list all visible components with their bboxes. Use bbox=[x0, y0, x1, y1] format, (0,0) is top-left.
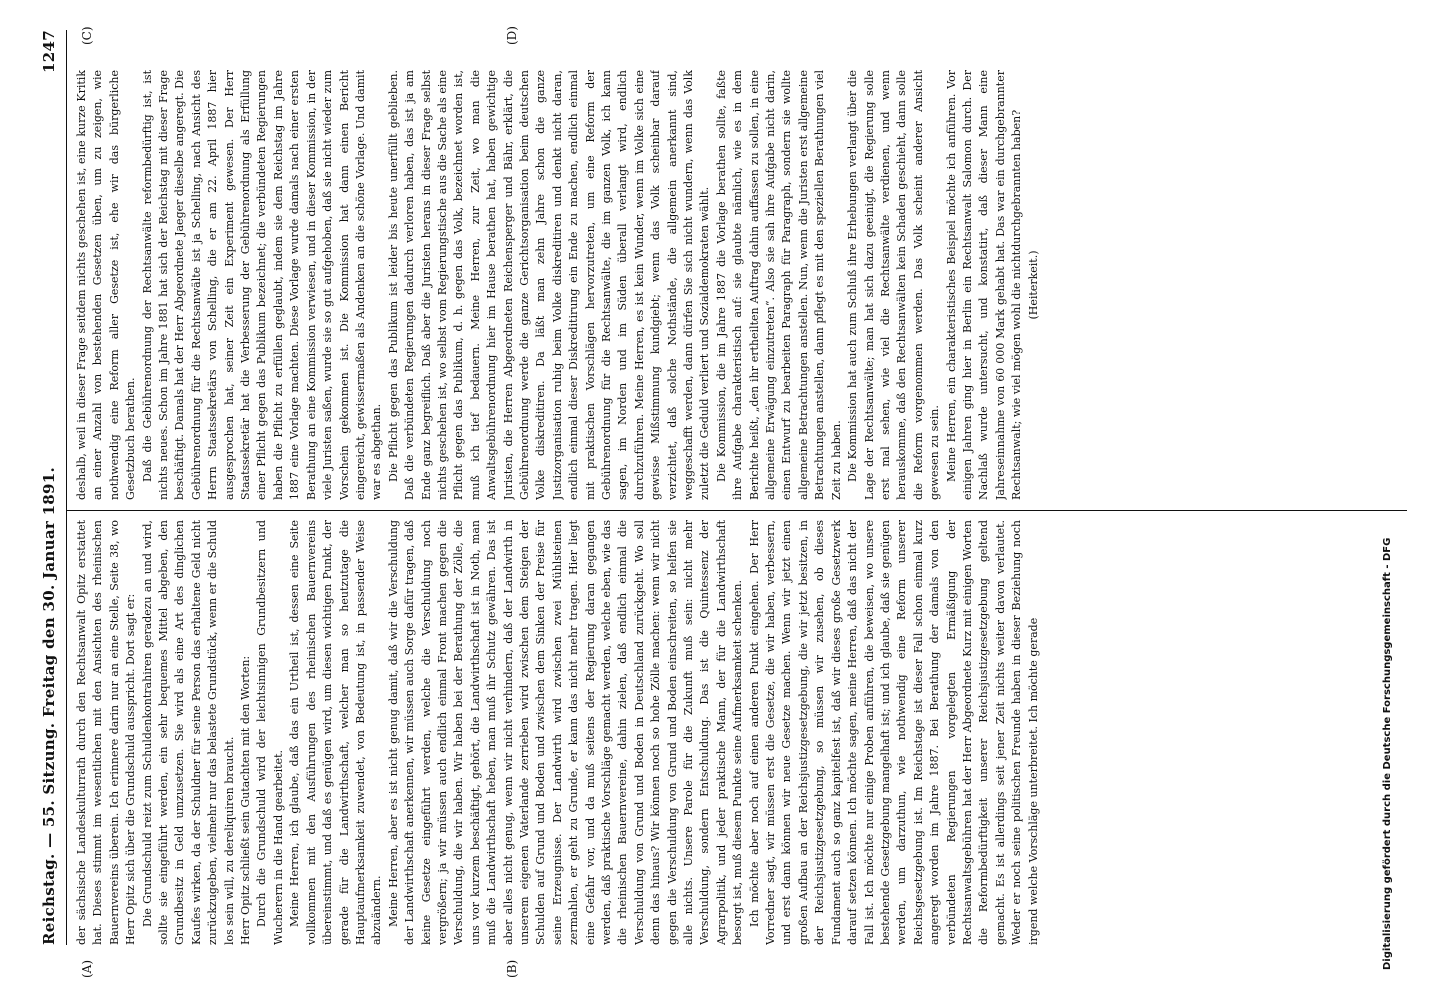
margin-marker-a: (A) bbox=[80, 959, 94, 978]
column-divider bbox=[66, 510, 1407, 511]
paragraph: der sächsische Landeskulturrath durch den Rechtsanwalt Opitz erstattet hat. Dieses stimmt im wesentlichen mit den Ansichten des rheinischen Bauernvereins überein. Ich erinnere darin nur an eine Stelle, Seite 38, wo Herr Opitz sich über die Grundschuld ausspricht. Dort sagt er: bbox=[75, 520, 138, 945]
left-column bbox=[74, 520, 1407, 945]
digitization-note: Digitalisierung gefördert durch die Deutsche Forschungsgemeinschaft - DFG bbox=[1382, 537, 1393, 970]
quote-paragraph: Die Grundschuld reizt zum Schuldenkontrahiren geradezu an und wird, sollte sie eingeführt werden, ein sehr bequemes Mittel abgeben, den Grundbesitz in Geld umzusetzen. Sie wird als eine Art des dinglichen Kaufes wirken, da der Schuldner für seine Person das erhaltene Geld nicht zurückzugeben, vielmehr nur das belastete Grundstück, wenn er die Schuld los sein will, zu dereliquiren braucht. bbox=[140, 520, 236, 945]
header-title: Reichstag. — 55. Sitzung. Freitag den 30. Januar 1891. bbox=[40, 466, 58, 945]
reaction-note: (Heiterkeit.) bbox=[1026, 250, 1040, 320]
paragraph: Ich möchte aber noch auf einen anderen Punkt eingehen. Der Herr Vorredner sagt, wir müssen erst die Gesetze, die wir haben, verbessern, und erst dann können wir neue Gesetze machen. Wenn wir jetzt einen großen Aufbau an der Reichsjustizgesetzgebung, die wir jetzt besitzen, in der Reichsjustizgesetzgebung, so müssen wir zusehen, ob dieses Fundament auch so ganz kapitelfest ist, daß wir dieses große Gesetzwerk darauf setzen können. Ich möchte sagen, meine Herren, daß das nicht der Fall ist. Ich möchte nur einige Proben anführen, die beweisen, wo unsere bestehende Gesetzgebung mangelhaft ist; und ich glaube, daß sie genügen werden, um darzuthun, wie nothwendig eine Reform unserer Reichsgesetzgebung ist. Im Reichstage ist dieser Fall schon einmal kurz angeregt worden im Jahre 1887. Bei Berathung der damals von den verbündeten Regierungen vorgelegten Ermäßigung der Rechtsanwaltsgebühren hat der Herr Abgeordnete Kurz mit einigen Worten die Reformbedürftigkeit unserer Reichsjustizgesetzgebung geltend gemacht. Es ist allerdings seit jener Zeit nichts weiter davon verlautet. Weder er noch seine politischen Freunde haben in dieser Beziehung noch irgend welche Vorschläge unterbreitet. Ich möchte gerade bbox=[747, 520, 1040, 945]
quote-paragraph: Durch die Grundschuld wird der leichtsinnigen Grundbesitzern und Wucherern in die Hand gearbeitet. bbox=[255, 520, 285, 945]
margin-marker-d: (D) bbox=[505, 26, 519, 45]
paragraph: deshalb, weil in dieser Frage seitdem nichts geschehen ist, eine kurze Kritik an einer Anzahl von bestehenden Gesetzen üben, um zu zeigen, wie nothwendig eine Reform aller Gesetze ist, ehe wir das bürgerliche Gesetzbuch berathen. bbox=[75, 70, 138, 500]
paragraph: Die Kommission, die im Jahre 1887 die Vorlage berathen sollte, faßte ihre Aufgabe charakteristisch auf: sie glaubte nämlich, wie es in dem Berichte heißt, „den ihr ertheilten Auftrag dahin auffassen zu sollen, in eine allgemeine Erwägung einzutreten“. Also sie sah ihre Aufgabe nicht darin, einen Entwurf zu bearbeiten Paragraph für Paragraph, sondern sie wollte allgemeine Betrachtungen anstellen. Nun, wenn die Juristen erst allgemeine Betrachtungen anstellen, dann pflegt es mit den speziellen Berathungen viel Zeit zu haben. bbox=[714, 70, 843, 500]
paragraph: Daß die Gebührenordnung der Rechtsanwälte reformbedürftig ist, ist nichts neues. Schon im Jahre 1881 hat sich der Reichstag mit dieser Frage beschäftigt. Damals hat der Herr Abgeordnete Jaeger dieselbe angeregt. Die Gebührenordnung für die Rechtsanwälte ist ja Schelling, nach Ansicht des Herrn Staatssekretärs von Schelling, die er am 22. April 1887 hier ausgesprochen hat, seiner Zeit ein Experiment gewesen. Der Herr Staatssekretär hat die Verbesserung der Gebührenordnung als Erfüllung einer Pflicht gegen das Publikum bezeichnet; die verbündeten Regierungen haben die Pflicht zu erfüllen geglaubt, indem sie dem Reichstag im Jahre 1887 eine Vorlage machten. Diese Vorlage wurde damals nach einer ersten Berathung an eine Kommission verwiesen, und in dieser Kommission, in der viele Juristen saßen, wurde sie so gut aufgehoben, daß sie nicht wieder zum Vorschein gekommen ist. Die Kommission hat dann einen Bericht eingereicht, gewissermaßen als Andenken an die schöne Vorlage. Und damit war es abgethan. bbox=[140, 70, 384, 500]
paragraph: Die Pflicht gegen das Publikum ist leider bis heute unerfüllt geblieben. Daß die verbündeten Regierungen dadurch verloren haben, das ist ja am Ende ganz begreiflich. Daß aber die Juristen herans in dieser Frage selbst nichts geschehen ist, wo selbst vom Regierungstische aus die Sache als eine Pflicht gegen das Publikum, d. h. gegen das Volk, bezeichnet worden ist, muß ich tief bedauern. Meine Herren, zur Zeit, wo man die Anwaltsgebührenordnung hier im Hause berathen hat, haben gewichtige Juristen, die Herren Abgeordneten Reichensperger und Bähr, erklärt, die Gebührenordnung werde die ganze Gerichtsorganisation beim deutschen Volke diskreditiren. Da läßt man zehn Jahre schon die ganze Justizorganisation ruhig beim Volke diskreditiren und denkt nicht daran, endlich einmal dieser Diskreditirung ein Ende zu machen, endlich einmal mit praktischen Vorschlägen hervorzutreten, um eine Reform der Gebührenordnung für die Rechtsanwälte, die im ganzen Volk, ich kann sagen, im Norden und im Süden überall verlangt wird, endlich durchzuführen. Meine Herren, es ist kein Wunder, wenn im Volke sich eine gewisse Mißstimmung kundgiebt; wenn das Volk scheinbar darauf verzichtet, daß solche Nothstände, die allgemein anerkannt sind, weggeschafft werden, dann dürfen Sie sich nicht wundern, wenn das Volk zuletzt die Geduld verliert und Sozialdemokraten wählt. bbox=[386, 70, 712, 500]
margin-marker-c: (C) bbox=[80, 26, 94, 45]
paragraph: Meine Herren, ich glaube, daß das ein Urtheil ist, dessen eine Seite vollkommen mit den Ausführungen des rheinischen Bauernvereins übereinstimmt, und daß es genügen wird, um diesen wichtigen Punkt, der gerade für die Landwirthschaft, welcher man so heutzutage die Hauptaufmerksamkeit zuwendet, von Bedeutung ist, in passender Weise abzuändern. bbox=[288, 520, 384, 945]
paragraph: Meine Herren, ein charakteristisches Beispiel möchte ich anführen. Vor einigen Jahren ging hier in Berlin ein Rechtsanwalt Salomon durch. Der Nachlaß wurde untersucht, und konstatirt, daß dieser Mann eine Jahreseinnahme von 60 000 Mark gehabt hat. Das war ein durchgebrannter Rechtsanwalt; wie viel mögen wohl die nichtdurchgebrannten haben? bbox=[944, 70, 1024, 500]
paragraph: Herr Opitz schließt sein Gutachten mit den Worten: bbox=[239, 655, 253, 945]
right-column bbox=[74, 70, 1407, 500]
margin-marker-b: (B) bbox=[505, 959, 519, 978]
running-header bbox=[38, 30, 68, 945]
page-number: 1247 bbox=[40, 30, 58, 73]
paragraph: Meine Herren, aber es ist nicht genug damit, daß wir die Verschuldung der Landwirthschaft anerkennen, wir müssen auch Sorge dafür tragen, daß keine Gesetze eingeführt werden, welche die Verschuldung noch vergrößern; ja wir müssen auch endlich einmal Front machen gegen die Verschuldung, die wir haben. Wir haben bei der Berathung der Zölle, die uns vor kurzem beschäftigt, gehört, die Landwirthschaft ist in Noth, man muß die Landwirthschaft heben, man muß ihr Schutz gewähren. Das ist aber alles nicht genug, wenn wir nicht verhindern, daß der Landwirth in unserem eigenen Vaterlande zerrieben wird zwischen dem Steigen der Schulden auf Grund und Boden und zwischen dem Sinken der Preise für seine Erzeugnisse. Der Landwirth wird zwischen zwei Mühlsteinen zermahlen, er geht zu Grunde, er kann das nicht mehr tragen. Hier liegt eine Gefahr vor, und da muß seitens der Regierung daran gegangen werden, daß praktische Vorschläge gemacht werden, welche eben, wie das die rheinischen Bauernvereine, dahin zielen, daß endlich einmal die Verschuldung von Grund und Boden in Deutschland zurückgeht. Wo soll denn das hinaus? Wir können noch so hohe Zölle machen: wenn wir nicht gegen die Verschuldung von Grund und Boden einschreiten, so helfen sie alle nichts. Unsere Parole für die Zukunft muß sein: nicht mehr Verschuldung, sondern Entschuldung. Das ist die Quintessenz der Agrarpolitik, und jeder praktische Mann, der für die Landwirthschaft besorgt ist, muß diesem Punkte seine Aufmerksamkeit schenken. bbox=[386, 520, 745, 945]
paragraph: Die Kommission hat auch zum Schluß ihre Erhebungen verlangt über die Lage der Rechtsanwälte; man hat sich dazu geeinigt, die Regierung solle erst mal sehen, wie viel die Rechtsanwälte verdienen, und wenn herauskomme, daß den Rechtsanwälten kein Schaden geschieht, dann solle die Reform vorgenommen werden. Das Volk scheint anderer Ansicht gewesen zu sein. bbox=[846, 70, 942, 500]
header-rule bbox=[66, 30, 67, 945]
